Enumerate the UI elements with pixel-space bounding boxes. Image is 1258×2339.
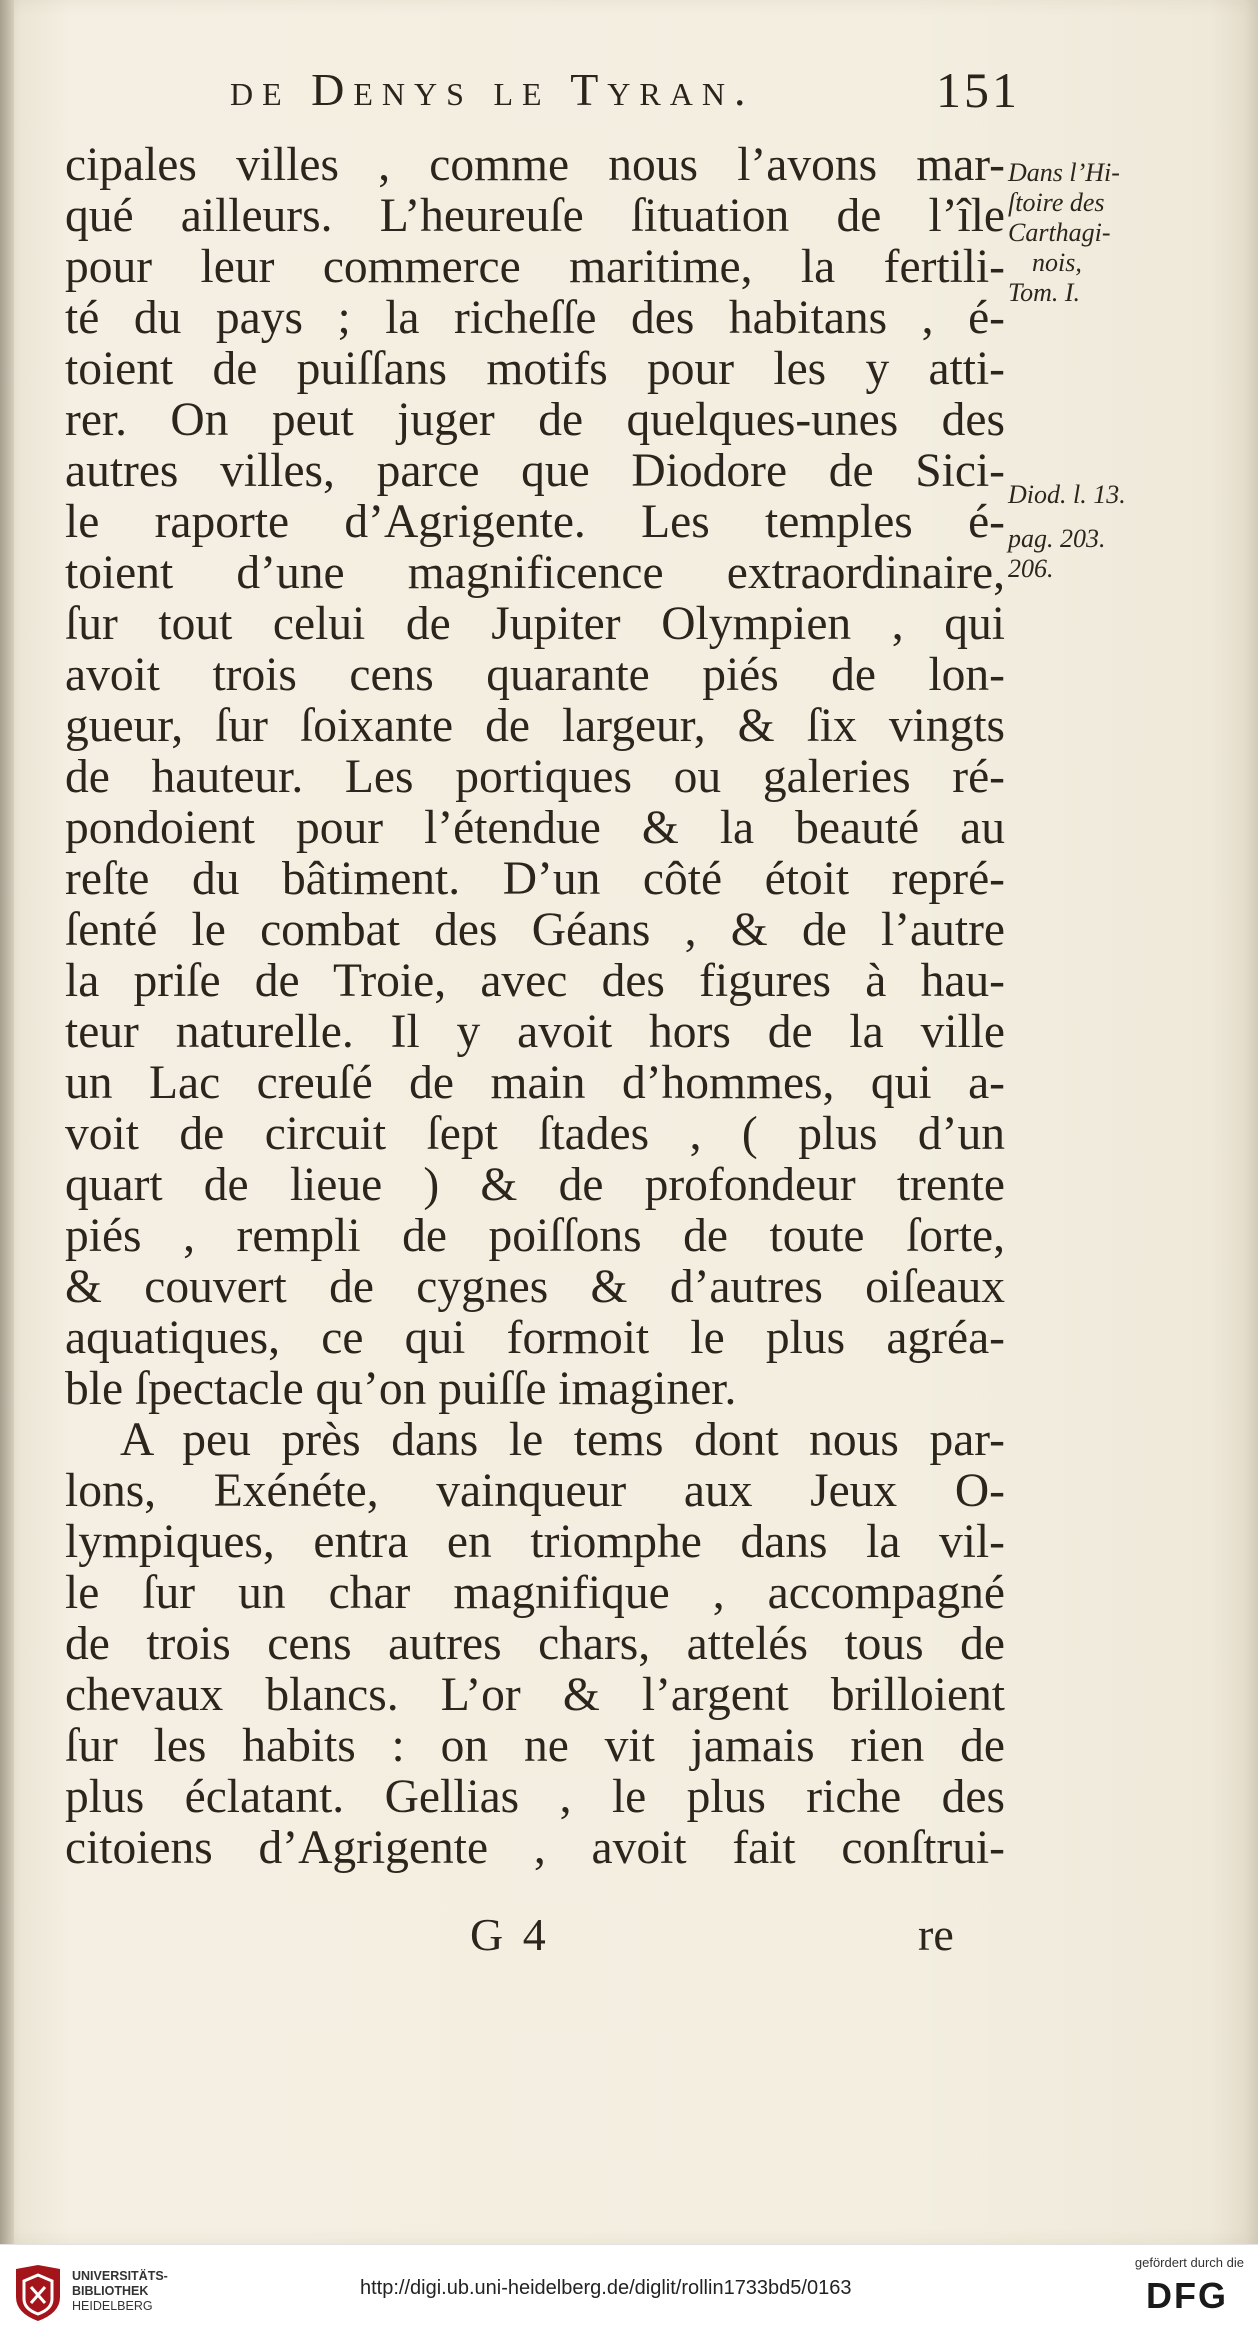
text-line: toient d’une magnificence extraordinaire, bbox=[65, 547, 1005, 599]
text-line: lons, Exénéte, vainqueur aux Jeux O- bbox=[65, 1465, 1005, 1517]
note-line: nois, bbox=[1032, 248, 1082, 277]
funding-label: gefördert durch die bbox=[1134, 2255, 1244, 2270]
text-line: un Lac creuſé de main d’hommes, qui a- bbox=[65, 1057, 1005, 1109]
marginal-note-histoire bbox=[1008, 158, 1238, 308]
viewer-footer bbox=[0, 2244, 1258, 2339]
catchword: re bbox=[918, 1909, 954, 1960]
text-line: gueur, ſur ſoixante de largeur, & ſix vingts bbox=[65, 700, 1005, 752]
text-line: pour leur commerce maritime, la fertili- bbox=[65, 241, 1005, 293]
text-line: ſur tout celui de Jupiter Olympien , qui bbox=[65, 598, 1005, 650]
note-line: 206. bbox=[1008, 554, 1054, 583]
institution-line: UNIVERSITÄTS- bbox=[72, 2269, 168, 2283]
text-line: voit de circuit ſept ſtades , ( plus d’un bbox=[65, 1108, 1005, 1160]
permalink-url[interactable]: http://digi.ub.uni-heidelberg.de/diglit/rollin1733bd5/0163 bbox=[360, 2277, 852, 2299]
text-line: la priſe de Troie, avec des figures à hau- bbox=[65, 955, 1005, 1007]
text-line: de hauteur. Les portiques ou galeries ré- bbox=[65, 751, 1005, 803]
text-line: té du pays ; la richeſſe des habitans , é- bbox=[65, 292, 1005, 344]
text-line: ſenté le combat des Géans , & de l’autre bbox=[65, 904, 1005, 956]
text-line: lympiques, entra en triomphe dans la vil- bbox=[65, 1516, 1005, 1568]
note-line: ſtoire des bbox=[1008, 188, 1105, 217]
signature-mark: G 4 bbox=[470, 1909, 550, 1960]
text-line: autres villes, parce que Diodore de Sici- bbox=[65, 445, 1005, 497]
text-line: teur naturelle. Il y avoit hors de la ville bbox=[65, 1006, 1005, 1058]
svg-text:DFG: DFG bbox=[1145, 2276, 1228, 2314]
note-line: Diod. l. 13. bbox=[1008, 480, 1126, 509]
text-line: le ſur un char magnifique , accompagné bbox=[65, 1567, 1005, 1619]
text-line: & couvert de cygnes & d’autres oiſeaux bbox=[65, 1261, 1005, 1313]
text-line: avoit trois cens quarante piés de lon- bbox=[65, 649, 1005, 701]
institution-line: HEIDELBERG bbox=[72, 2299, 153, 2313]
text-line: cipales villes , comme nous l’avons mar- bbox=[65, 139, 1005, 191]
marginal-note-diodore bbox=[1008, 480, 1238, 584]
text-line: piés , rempli de poiſſons de toute ſorte, bbox=[65, 1210, 1005, 1262]
page-header bbox=[230, 60, 1020, 120]
text-line: pondoient pour l’étendue & la beauté au bbox=[65, 802, 1005, 854]
text-line: toient de puiſſans motifs pour les y atti- bbox=[65, 343, 1005, 395]
running-title: de Denys le Tyran. bbox=[230, 64, 755, 115]
text-line: plus éclatant. Gellias , le plus riche des bbox=[65, 1771, 1005, 1823]
text-line: ſur les habits : on ne vit jamais rien de bbox=[65, 1720, 1005, 1772]
text-line: ble ſpectacle qu’on puiſſe imaginer. bbox=[65, 1363, 737, 1415]
page-number: 151 bbox=[936, 62, 1020, 118]
text-line: reſte du bâtiment. D’un côté étoit repré- bbox=[65, 853, 1005, 905]
institution-name bbox=[72, 2269, 168, 2314]
body-text bbox=[65, 140, 1005, 1874]
text-line: aquatiques, ce qui formoit le plus agréa- bbox=[65, 1312, 1005, 1364]
university-seal-icon bbox=[12, 2263, 64, 2323]
text-line: de trois cens autres chars, attelés tous de bbox=[65, 1618, 1005, 1670]
note-line: pag. 203. bbox=[1008, 524, 1106, 553]
text-line: chevaux blancs. L’or & l’argent brilloient bbox=[65, 1669, 1005, 1721]
page-gutter bbox=[0, 0, 14, 2244]
text-line: citoiens d’Agrigente , avoit fait conſtrui- bbox=[65, 1822, 1005, 1874]
institution-line: BIBLIOTHEK bbox=[72, 2284, 149, 2298]
note-line: Dans l’Hi- bbox=[1008, 158, 1120, 187]
funding-credit bbox=[1135, 2255, 1244, 2314]
note-line: Tom. I. bbox=[1008, 278, 1081, 307]
note-line: Carthagi- bbox=[1008, 218, 1111, 247]
text-line: le raporte d’Agrigente. Les temples é- bbox=[65, 496, 1005, 548]
text-line: A peu près dans le tems dont nous par- bbox=[120, 1414, 1005, 1466]
text-line: quart de lieue ) & de profondeur trente bbox=[65, 1159, 1005, 1211]
dfg-logo-icon bbox=[1135, 2276, 1239, 2314]
text-line: qué ailleurs. L’heureuſe ſituation de l’île bbox=[65, 190, 1005, 242]
text-line: rer. On peut juger de quelques-unes des bbox=[65, 394, 1005, 446]
